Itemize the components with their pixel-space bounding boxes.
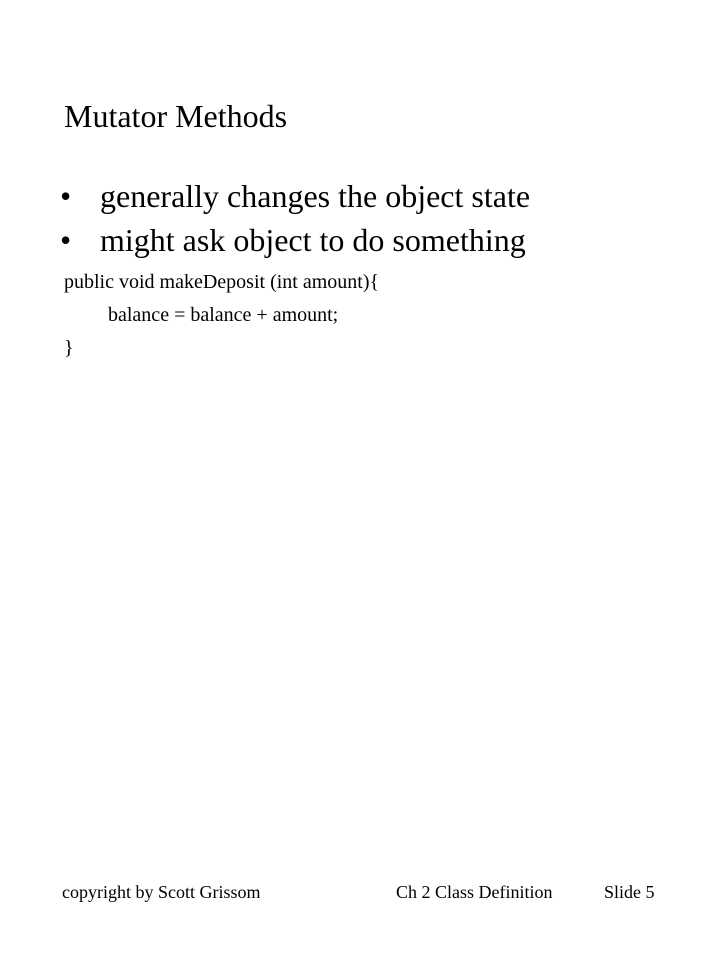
footer-chapter: Ch 2 Class Definition (396, 882, 553, 902)
code-line: balance = balance + amount; (108, 304, 339, 326)
bullet-text: generally changes the object state (100, 178, 531, 214)
slide-title: Mutator Methods (64, 98, 288, 134)
code-line: public void makeDeposit (int amount){ (64, 271, 380, 293)
code-line: } (64, 337, 74, 359)
bullet-text: might ask object to do something (100, 222, 526, 258)
footer-slide-number: Slide 5 (604, 882, 655, 902)
code-block (64, 266, 379, 365)
footer-copyright: copyright by Scott Grissom (62, 882, 261, 902)
bullet-dot-icon: • (60, 178, 72, 214)
bullet-dot-icon: • (60, 222, 72, 258)
